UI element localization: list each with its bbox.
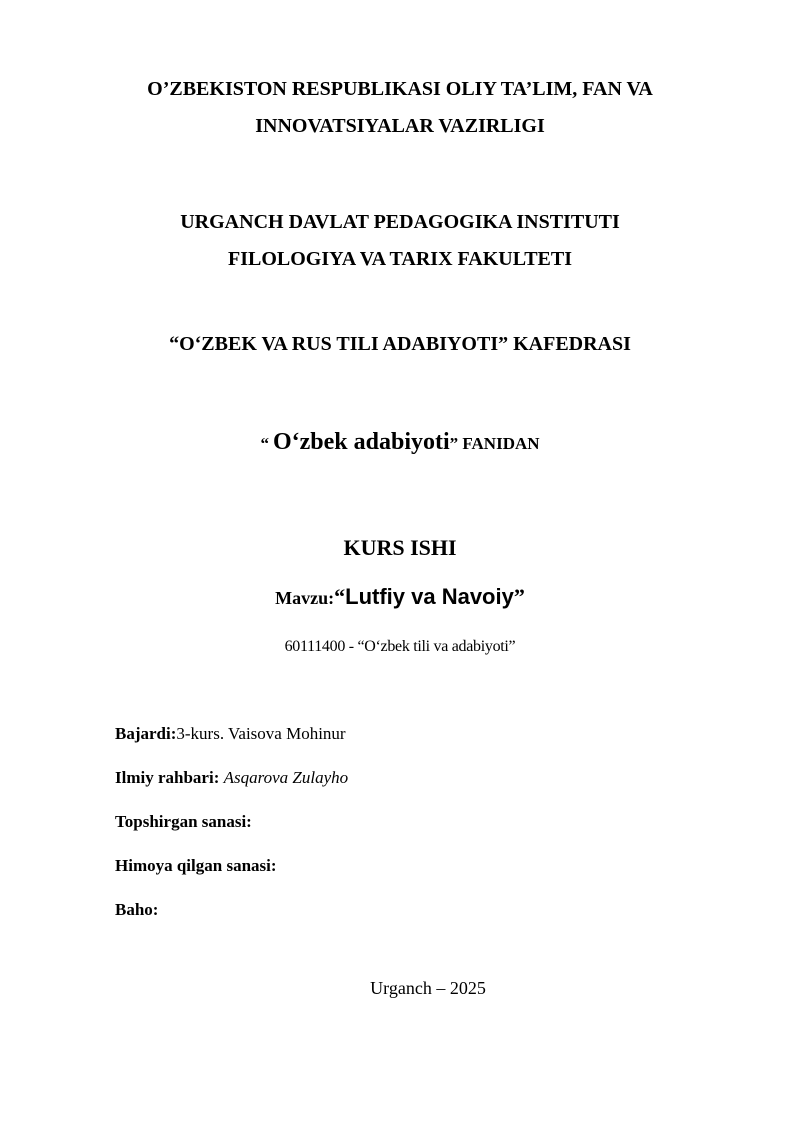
- department-name: “O‘ZBEK VA RUS TILI ADABIYOTI” KAFEDRASI: [169, 333, 631, 355]
- faculty-name: FILOLOGIYA VA TARIX FAKULTETI: [227, 248, 572, 270]
- ministry-line-2: INNOVATSIYALAR VAZIRLIGI: [255, 115, 545, 137]
- bajardi-label: Bajardi:: [115, 724, 177, 743]
- field-rahbar: [115, 769, 348, 786]
- field-topshirgan: Topshirgan sanasi:: [115, 812, 252, 831]
- topic-title: Lutfiy va Navoiy: [345, 584, 514, 609]
- subject-open-quote: “: [260, 434, 269, 453]
- rahbar-label: Ilmiy rahbari:: [115, 768, 220, 787]
- work-type-title: KURS ISHI: [343, 535, 457, 560]
- field-baho: Baho:: [115, 900, 159, 919]
- subject-name: O‘zbek adabiyoti: [272, 429, 450, 455]
- specialty-code: 60111400 - “O‘zbek tili va adabiyoti”: [284, 638, 516, 655]
- bajardi-value: 3-kurs. Vaisova Mohinur: [176, 724, 346, 743]
- rahbar-value: Asqarova Zulayho: [223, 768, 349, 787]
- field-bajardi: [115, 725, 346, 742]
- topic-close-quote: ”: [513, 584, 525, 609]
- ministry-line-1: O’ZBEKISTON RESPUBLIKASI OLIY TA’LIM, FAN VA: [147, 78, 653, 100]
- field-himoya: Himoya qilgan sanasi:: [115, 856, 277, 875]
- institute-name: URGANCH DAVLAT PEDAGOGIKA INSTITUTI: [180, 211, 620, 233]
- topic-open-quote: “: [334, 584, 346, 609]
- subject-line: [0, 430, 800, 454]
- footer-city-year: Urganch – 2025: [370, 978, 486, 998]
- topic-line: [0, 586, 800, 608]
- topic-label: Mavzu:: [275, 588, 335, 608]
- subject-suffix: ” FANIDAN: [449, 434, 540, 453]
